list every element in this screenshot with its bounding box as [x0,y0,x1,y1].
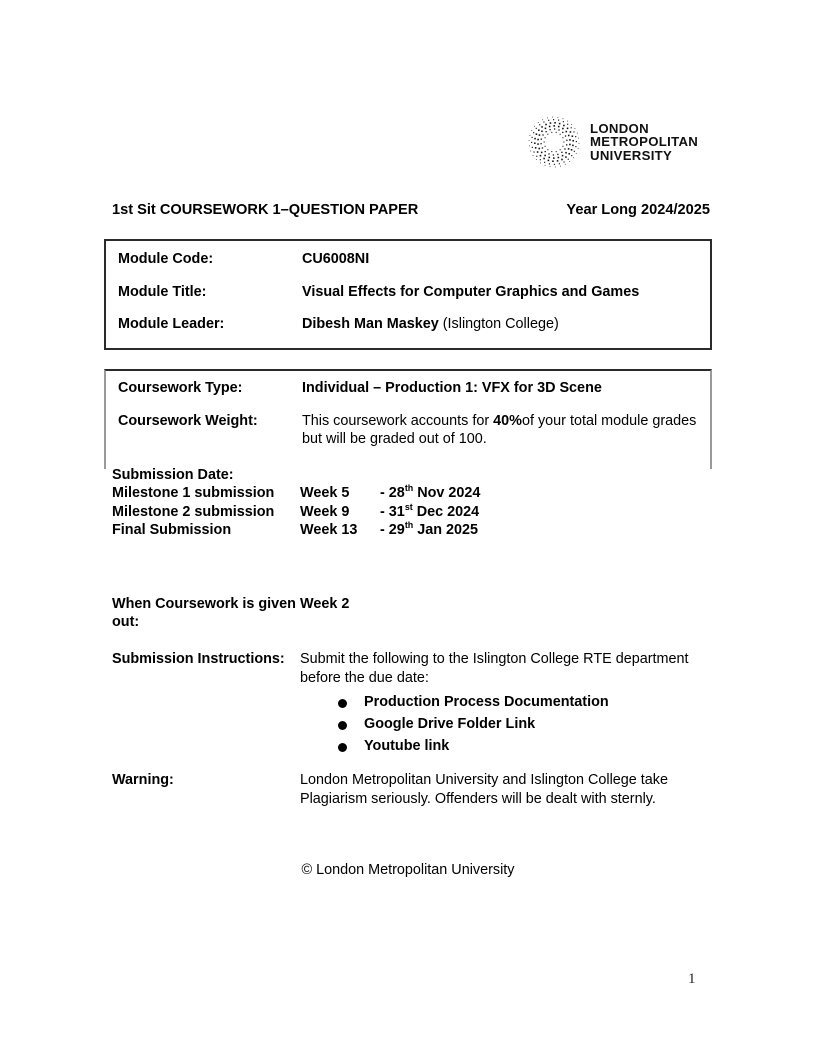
submission-schedule-row [112,503,712,521]
deliverable-item: Production Process Documentation [338,691,712,713]
milestone-week: Week 9 [300,503,350,520]
london-met-dotted-circle-logo-icon [528,116,580,168]
logo-line-3: UNIVERSITY [590,147,673,163]
weight-percent: 40% [493,412,522,429]
milestone-date: - 29th Jan 2025 [380,520,479,539]
given-out-label: When Coursework is given out: [112,596,296,631]
milestone-week: Week 5 [300,485,350,502]
copyright-notice: © London Metropolitan University [301,862,515,878]
logo-line-1: LONDON [590,120,649,136]
milestone-week: Week 13 [300,522,358,539]
module-leader-affiliation: (Islington College) [442,316,559,333]
logo-line-2: METROPOLITAN [590,134,699,150]
module-info-table [104,239,712,350]
document-title: 1st Sit COURSEWORK 1–QUESTION PAPER [112,202,419,218]
submission-instructions-row [112,650,712,757]
date-ordinal-suffix: st [404,502,413,513]
given-out-value: Week 2 [300,596,350,612]
coursework-weight-label: Coursework Weight: [118,412,258,429]
coursework-type-row [106,379,710,398]
milestone-name: Final Submission [112,522,232,539]
warning-row [112,771,712,808]
warning-section [112,771,712,808]
submission-instructions-value [300,650,712,757]
document-header [112,202,712,218]
page-number-value: 1 [688,971,696,987]
submission-instructions-section [112,650,712,757]
given-out-section [112,595,712,632]
submission-date-label: Submission Date: [112,467,234,483]
module-leader-label: Module Leader: [118,316,225,333]
warning-text: London Metropolitan University and Islington College take Plagiarism seriously. Offenders will be dealt with sternly. [300,772,668,807]
module-leader-value [302,315,710,334]
milestone-name: Milestone 1 submission [112,485,275,502]
module-code-row [106,250,710,269]
submission-schedule-row [112,521,712,539]
weight-text-after: of your total module grades but will be graded out of 100. [302,412,697,448]
university-logo [528,116,698,168]
date-ordinal-suffix: th [404,483,414,494]
coursework-weight-row [106,412,710,449]
coursework-type-value: Individual – Production 1: VFX for 3D Scene [302,380,602,396]
deliverable-item: Youtube link [338,735,712,757]
module-leader-name: Dibesh Man Maskey [302,316,439,333]
university-logo-text [590,122,698,162]
submission-instructions-label: Submission Instructions: [112,651,285,667]
module-title-value: Visual Effects for Computer Graphics and Games [302,283,640,300]
submission-schedule-rows [112,484,712,539]
milestone-date: - 31st Dec 2024 [380,502,480,520]
warning-label: Warning: [112,772,174,788]
submission-schedule-row [112,484,712,502]
module-code-label: Module Code: [118,251,214,267]
given-out-row [112,595,712,632]
submission-deliverables-list [300,691,712,757]
academic-year: Year Long 2024/2025 [566,202,710,218]
coursework-info-table [104,369,712,469]
submission-instructions-intro: Submit the following to the Islington College RTE department before the due date: [300,651,689,686]
module-title-row [106,283,710,302]
weight-text-before: This coursework accounts for [302,412,494,429]
milestone-name: Milestone 2 submission [112,503,275,520]
module-title-label: Module Title: [118,283,207,300]
milestone-date: - 28th Nov 2024 [380,483,481,502]
module-leader-row [106,315,710,334]
coursework-type-label: Coursework Type: [118,380,243,396]
module-code-value: CU6008NI [302,251,370,267]
submission-schedule [112,466,712,540]
deliverable-item: Google Drive Folder Link [338,713,712,735]
coursework-weight-value [302,412,710,449]
date-ordinal-suffix: th [404,520,414,531]
